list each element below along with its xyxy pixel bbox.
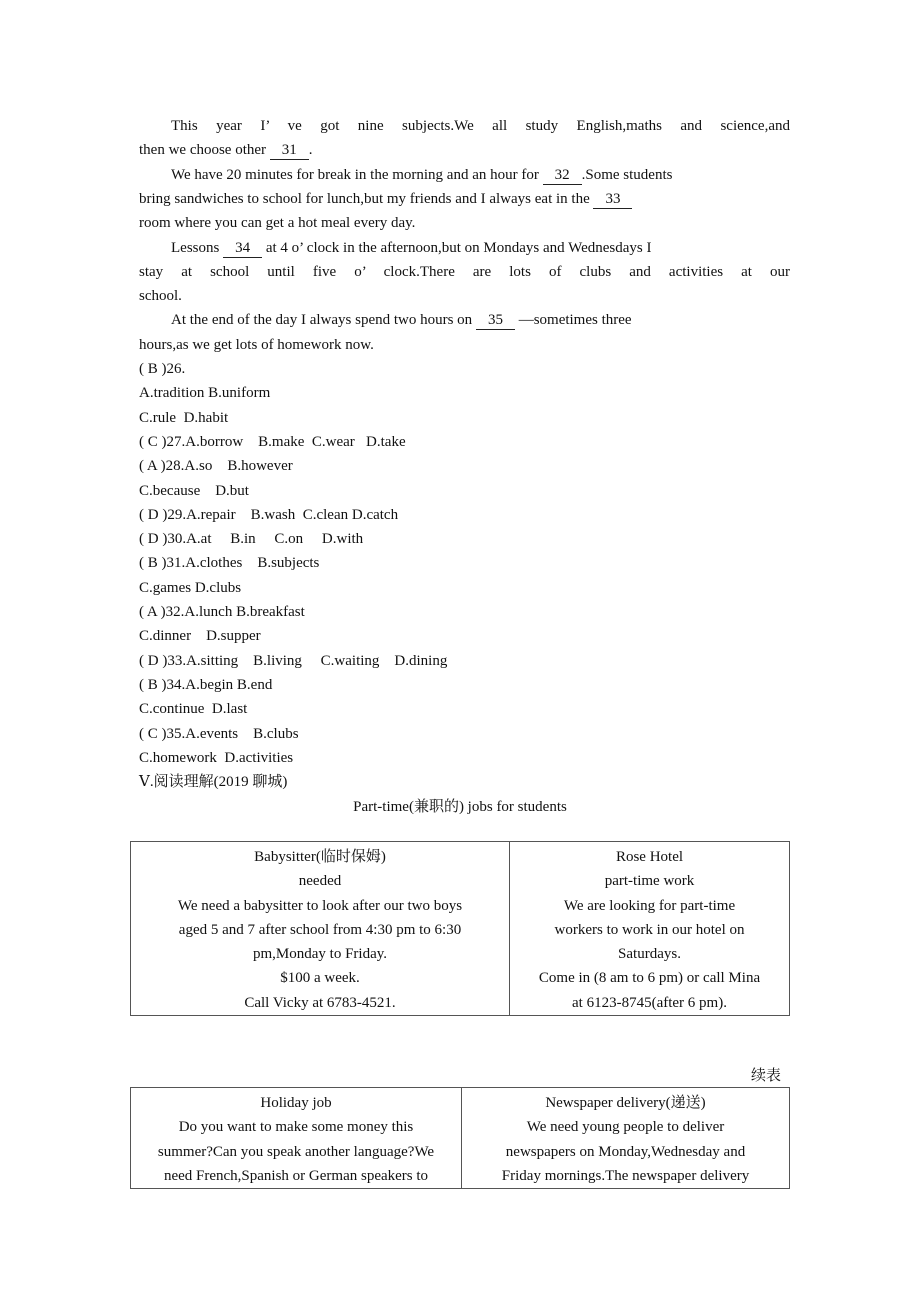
- ad-line: newspapers on Monday,Wednesday and: [505, 1143, 746, 1160]
- passage-text: This year I’ ve got nine subjects.We all study English,maths and science,and: [171, 118, 790, 134]
- answer-line: ( B )31.A.clothes B.subjects: [139, 555, 320, 572]
- ad-line: workers to work in our hotel on: [554, 921, 745, 938]
- passage-text: —sometimes three: [514, 312, 632, 329]
- passage-line: [171, 163, 790, 187]
- passage-line: [171, 114, 790, 138]
- passage-line: [139, 333, 790, 357]
- passage-line: [171, 236, 790, 260]
- ad-line: needed: [298, 873, 342, 890]
- answer-line: ( B )26.: [139, 361, 186, 377]
- ad-line: Babysitter(临时保姆): [254, 849, 386, 865]
- ad-line: $100 a week.: [280, 970, 360, 987]
- passage-text: stay at school until five o’ clock.There are lots of clubs and activities at our: [139, 263, 790, 280]
- answer-line: C.continue D.last: [139, 701, 248, 718]
- passage-line: [139, 284, 790, 308]
- ad-line: We need a babysitter to look after our two boys: [177, 897, 463, 914]
- ad-line: aged 5 and 7 after school from 4:30 pm to 6:30: [178, 921, 462, 938]
- answer-line: A.tradition B.uniform: [139, 385, 271, 402]
- answer-line: C.homework D.activities: [139, 749, 294, 766]
- ad-line: Saturdays.: [618, 946, 681, 963]
- passage-line: [139, 138, 790, 162]
- passage-line: [139, 211, 790, 235]
- table-title: Part-time(兼职的) jobs for students: [353, 799, 567, 815]
- answer-line: C.dinner D.supper: [139, 628, 261, 645]
- ad-line: part-time work: [604, 873, 695, 890]
- holiday-job-ad-cell: [131, 1088, 462, 1189]
- ad-line: Newspaper delivery(递送): [545, 1095, 706, 1111]
- ad-line: pm,Monday to Friday.: [252, 946, 388, 963]
- answer-line: ( D )29.A.repair B.wash C.clean D.catch: [139, 506, 399, 523]
- passage-text: at 4 o’ clock in the afternoon,but on Mondays and Wednesdays I: [262, 239, 652, 256]
- answer-line: ( A )28.A.so B.however: [139, 458, 293, 475]
- ad-line: We need young people to deliver: [526, 1119, 725, 1136]
- passage-text: At the end of the day I always spend two hours on: [171, 312, 476, 329]
- ad-line: Come in (8 am to 6 pm) or call Mina: [538, 970, 761, 987]
- passage-text: school.: [139, 288, 182, 305]
- passage-text: .Some students: [581, 166, 673, 183]
- passage-text: .: [308, 142, 313, 159]
- passage-text: bring sandwiches to school for lunch,but my friends and I always eat in the: [139, 190, 594, 207]
- ad-line: need French,Spanish or German speakers to: [163, 1167, 429, 1184]
- passage-line: [171, 308, 790, 332]
- babysitter-ad-cell: [131, 842, 510, 1016]
- ad-line: Call Vicky at 6783-4521.: [244, 994, 396, 1011]
- answer-line: ( D )33.A.sitting B.living C.waiting D.dining: [139, 652, 448, 669]
- blank-34: 34: [223, 239, 262, 258]
- passage-text: hours,as we get lots of homework now.: [139, 336, 374, 353]
- answer-line: C.rule D.habit: [139, 409, 229, 426]
- ad-line: Friday mornings.The newspaper delivery: [501, 1167, 750, 1184]
- ad-line: at 6123-8745(after 6 pm).: [572, 994, 727, 1011]
- passage-line: [139, 187, 790, 211]
- ad-line: summer?Can you speak another language?We: [157, 1143, 435, 1160]
- answer-line: ( C )35.A.events B.clubs: [139, 725, 299, 742]
- newspaper-delivery-ad-cell: [462, 1088, 790, 1189]
- answer-line: ( C )27.A.borrow B.make C.wear D.take: [139, 433, 406, 450]
- ad-line: Do you want to make some money this: [178, 1119, 414, 1136]
- blank-31: 31: [270, 141, 309, 160]
- passage-text: room where you can get a hot meal every day.: [139, 215, 416, 232]
- answer-line: C.games D.clubs: [139, 579, 242, 596]
- jobs-table: [130, 841, 790, 1016]
- passage-line: [139, 260, 790, 284]
- ad-line: We are looking for part-time: [563, 897, 736, 914]
- answer-line: ( A )32.A.lunch B.breakfast: [139, 604, 305, 620]
- answer-line: C.because D.but: [139, 482, 249, 499]
- rose-hotel-ad-cell: [510, 842, 790, 1016]
- passage-text: Lessons: [171, 239, 224, 256]
- section-heading: Ⅴ.阅读理解(2019 聊城): [139, 774, 288, 791]
- passage-text: We have 20 minutes for break in the morning and an hour for: [171, 166, 543, 183]
- blank-32: 32: [543, 166, 582, 185]
- ad-line: Rose Hotel: [615, 849, 684, 865]
- passage-text: then we choose other: [139, 142, 270, 159]
- continued-label: 续表: [750, 1068, 781, 1084]
- blank-35: 35: [476, 311, 515, 330]
- jobs-table-continued: [130, 1087, 790, 1189]
- ad-line: Holiday job: [260, 1095, 332, 1111]
- answer-line: ( B )34.A.begin B.end: [139, 676, 273, 693]
- blank-33: 33: [593, 190, 632, 209]
- answer-line: ( D )30.A.at B.in C.on D.with: [139, 531, 364, 548]
